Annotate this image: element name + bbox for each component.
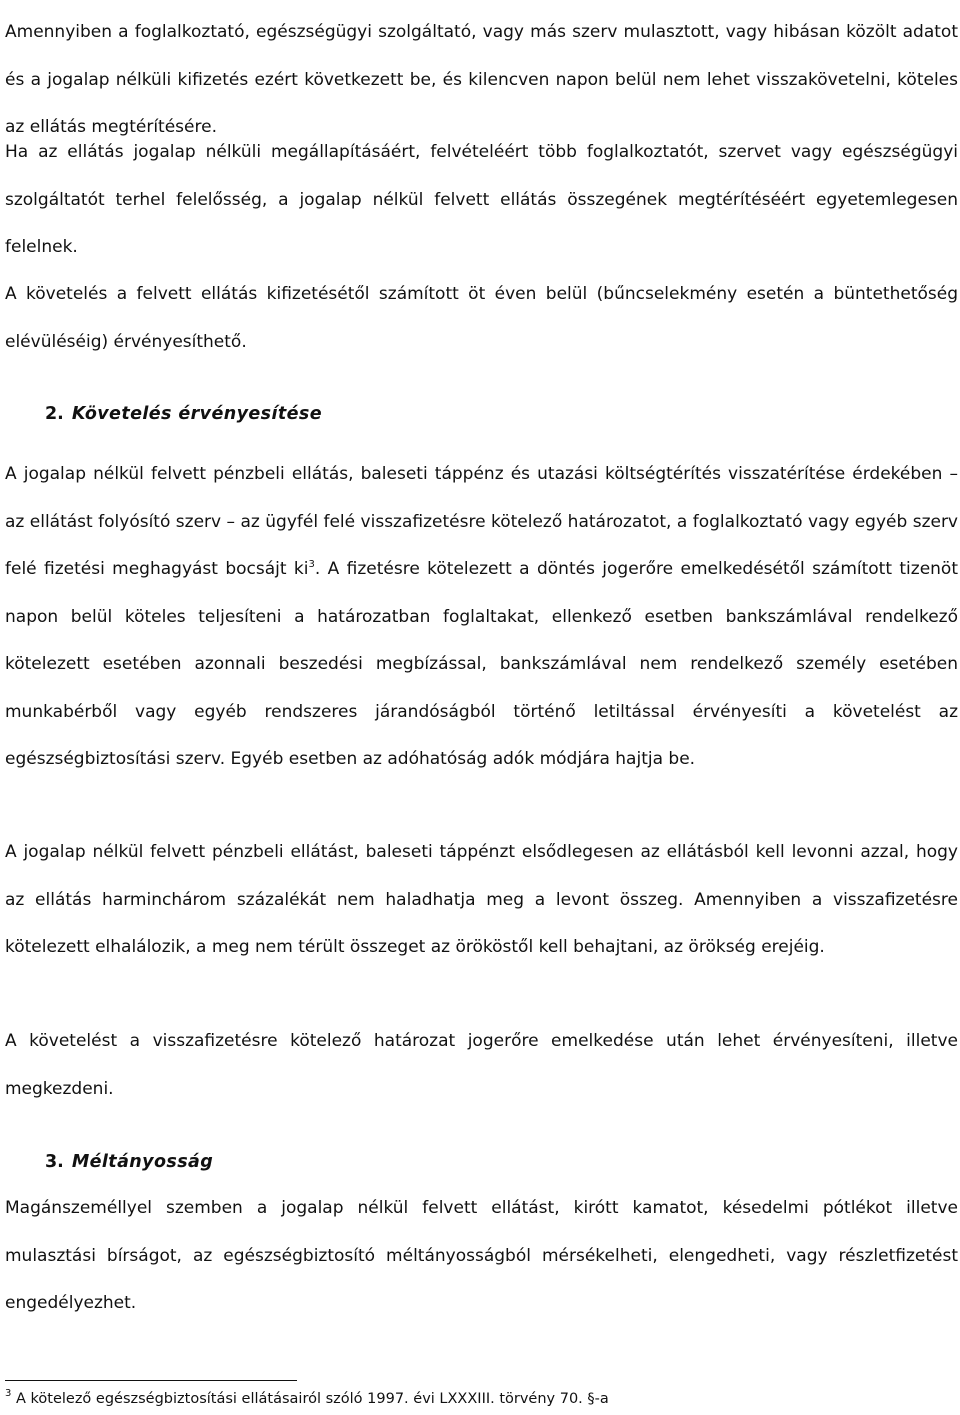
section-heading-equity <box>45 1139 213 1186</box>
paragraph-equity-relief: Magánszeméllyel szemben a jogalap nélkül felvett ellátást, kirótt kamatot, késedelmi pótlékot illetve mulasztási bírságot, az egészségbiztosító méltányosságból mérsékelheti, elengedheti, vagy részletfizetést engedélyezhet. <box>5 1198 958 1313</box>
section-title: Méltányosság <box>71 1152 214 1172</box>
footnote-divider <box>5 1380 297 1381</box>
footnote-marker: 3 <box>5 1388 12 1399</box>
section-number: 2. <box>45 404 64 424</box>
footnote <box>5 1389 609 1409</box>
section-title: Követelés érvényesítése <box>71 404 322 424</box>
paragraph-text: A jogalap nélkül felvett pénzbeli ellátás, baleseti táppénz és utazási költségtérítés visszatérítése érdekében – az ellátást folyósító szerv – az ügyfél felé visszafizetésre kötelező határozatot, a foglalkoztató vagy egyéb szerv felé fizetési meghagyást bocsájt ki <box>5 464 958 579</box>
footnote-reference[interactable]: 3 <box>308 559 315 570</box>
paragraph-repayment-decision <box>5 451 958 784</box>
paragraph-enforcement-start: A követelést a visszafizetésre kötelező határozat jogerőre emelkedése után lehet érvényesíteni, illetve megkezdeni. <box>5 1031 958 1099</box>
paragraph-liability-employer: Amennyiben a foglalkoztató, egészségügyi szolgáltató, vagy más szerv mulasztott, vagy hibásan közölt adatot és a jogalap nélküli kifizetés ezért következett be, és kilencven napon belül nem lehet visszakövetelni, köteles az ellátás megtérítésére. <box>5 22 958 137</box>
paragraph-text: . A fizetésre kötelezett a döntés jogerőre emelkedésétől számított tizenöt napon belül köteles teljesíteni a határozatban foglaltakat, ellenkező esetben bankszámlával rendelkező kötelezett esetében azonnali beszedési megbízással, bankszámlával nem rendelkező személy esetében munkabérből vagy egyéb rendszeres járandóságból történő letiltással érvényesíti a követelést az egészségbiztosítási szerv. Egyéb esetben az adóhatóság adók módjára hajtja be. <box>5 559 958 769</box>
footnote-text: A kötelező egészségbiztosítási ellátásairól szóló 1997. évi LXXXIII. törvény 70. §-a <box>11 1391 609 1407</box>
section-number: 3. <box>45 1152 64 1172</box>
paragraph-limitation-period: A követelés a felvett ellátás kifizetésétől számított öt éven belül (bűncselekmény esetén a büntethetőség elévüléséig) érvényesíthető. <box>5 284 958 352</box>
section-heading-claim-enforcement <box>45 391 322 438</box>
paragraph-joint-liability: Ha az ellátás jogalap nélküli megállapításáért, felvételéért több foglalkoztatót, szervet vagy egészségügyi szolgáltatót terhel felelősség, a jogalap nélkül felvett ellátás összegének megtérítéséért egyetemlegesen felelnek. <box>5 142 958 257</box>
paragraph-deduction: A jogalap nélkül felvett pénzbeli ellátást, baleseti táppénzt elsődlegesen az ellátásból kell levonni azzal, hogy az ellátás harminchárom százalékát nem haladhatja meg a levont összeg. Amennyiben a visszafizetésre kötelezett elhalálozik, a meg nem térült összeget az örököstől kell behajtani, az örökség erejéig. <box>5 842 958 957</box>
